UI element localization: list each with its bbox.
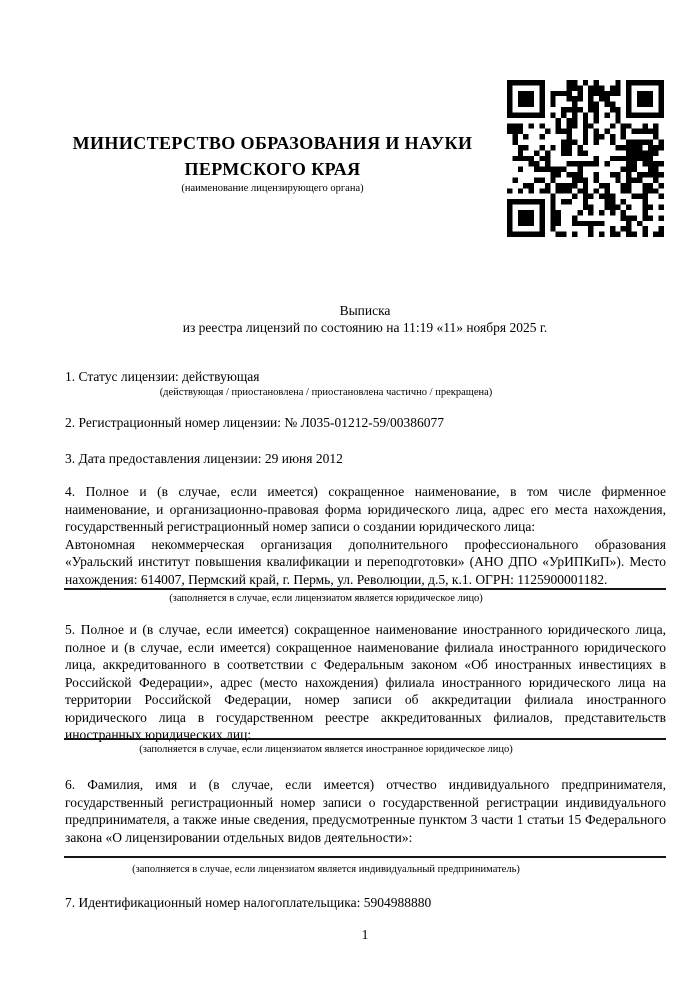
document-title-line2: из реестра лицензий по состоянию на 11:19 «11» ноября 2025 г. — [182, 319, 548, 335]
item-1-license-status: 1. Статус лицензии: действующая — [65, 369, 260, 384]
qr-code-svg — [507, 80, 664, 237]
item-5-note: (заполняется в случае, если лицензиатом является иностранное юридическое лицо) — [139, 744, 513, 755]
item-4-label: 4. Полное и (в случае, если имеется) сокращенное наименование, в том числе фирменное наименование, и организационно-правовая форма юридического лица, адрес его места нахождения, государственный регистрационный номер записи о создании юридического лица: — [65, 484, 666, 534]
item-7-taxpayer-id: 7. Идентификационный номер налогоплательщика: 5904988880 — [65, 895, 432, 910]
item-3-grant-date: 3. Дата предоставления лицензии: 29 июня 2012 — [65, 451, 343, 466]
item-4-legal-entity — [65, 483, 666, 588]
item-6-entrepreneur: 6. Фамилия, имя и (в случае, если имеется) отчество индивидуального предпринимателя, государственный регистрационный номер записи о государственной регистрации индивидуального предпринимателя, а также иные сведения, предусмотренные пунктом 3 части 1 статьи 15 Федерального закона «О лицензировании отдельных видов деятельности»: — [65, 777, 666, 845]
item-5-foreign-entity: 5. Полное и (в случае, если имеется) сокращенное наименование иностранного юридического лица, полное и (в случае, если имеется) сокращенное наименование филиала иностранного юридического лица, аккредитованного в соответствии с Федеральным законом «Об иностранных инвестициях в Российской Федерации», адрес (место нахождения) филиала иностранного юридического лица на территории Российской Федерации, номер записи об аккредитации филиала иностранного юридического лица в государственном реестре аккредитованных филиалов, представительств иностранных юридических лиц: — [65, 622, 666, 742]
authority-name-line2: ПЕРМСКОГО КРАЯ — [184, 159, 361, 179]
authority-name — [65, 130, 480, 182]
item-5-fill-line — [64, 738, 666, 740]
item-2-registration-number: 2. Регистрационный номер лицензии: № Л035-01212-59/00386077 — [65, 415, 445, 430]
item-4-note: (заполняется в случае, если лицензиатом является юридическое лицо) — [169, 593, 483, 604]
item-6-note: (заполняется в случае, если лицензиатом является индивидуальный предприниматель) — [132, 864, 520, 875]
item-1-note: (действующая / приостановлена / приостановлена частично / прекращена) — [159, 387, 493, 398]
page-number: 1 — [361, 927, 369, 942]
qr-code-icon — [507, 80, 664, 237]
authority-name-line1: МИНИСТЕРСТВО ОБРАЗОВАНИЯ И НАУКИ — [72, 133, 473, 153]
item-4-value: Автономная некоммерческая организация дополнительного профессионального образования «Уральский институт повышения квалификации и переподготовки» (АНО ДПО «УрИПКиП»). Место нахождения: 614007, Пермский край, г. Пермь, ул. Революции, д.5, к.1. ОГРН: 1125900001182. — [65, 536, 666, 587]
document-title-line1: Выписка — [339, 303, 391, 318]
authority-caption: (наименование лицензирующего органа) — [181, 183, 364, 194]
item-4-fill-line — [64, 588, 666, 590]
item-6-fill-line — [64, 856, 666, 858]
document-title — [65, 303, 665, 336]
